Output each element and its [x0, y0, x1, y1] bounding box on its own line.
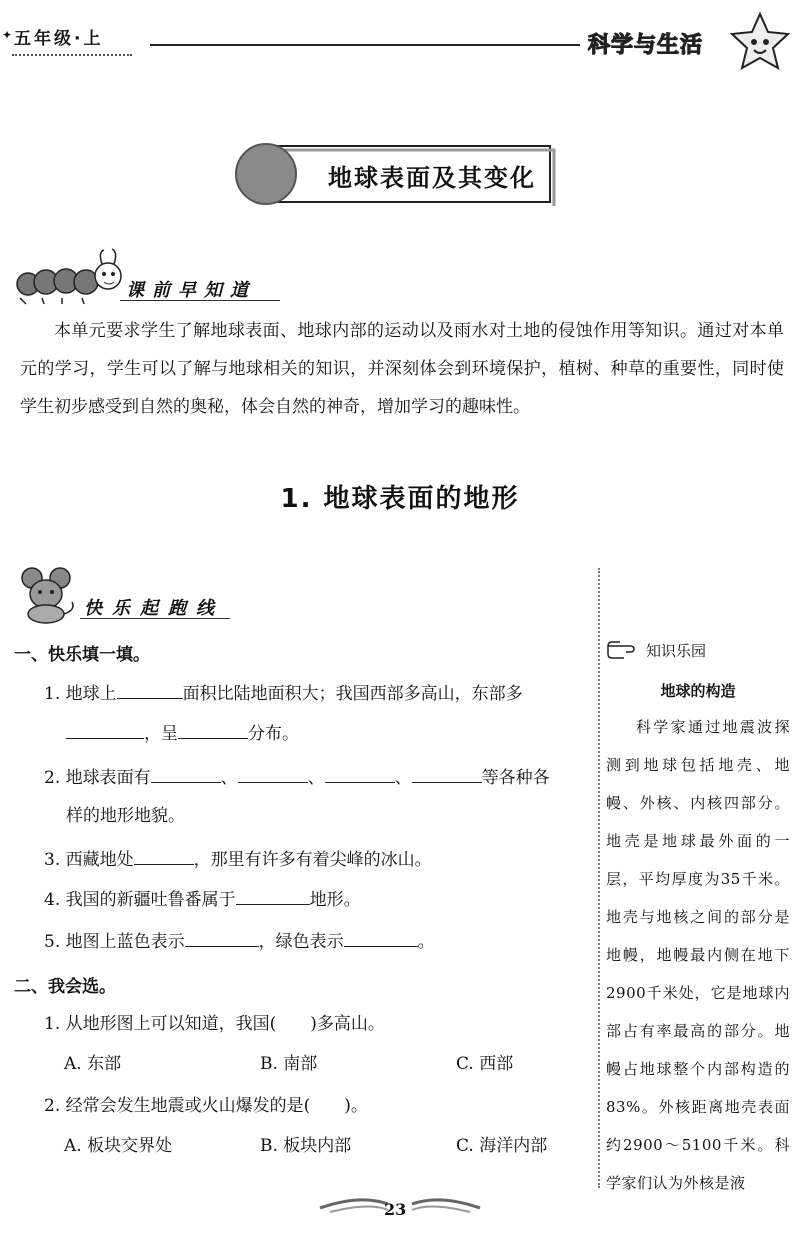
- column-divider: [598, 568, 600, 1188]
- q2-sep-2: 、: [307, 768, 325, 788]
- q4-text-b: 地形。: [309, 890, 361, 910]
- preview-underline: [120, 300, 280, 301]
- sidebar-text: 科学家通过地震波探测到地球包括地壳、地幔、外核、内核四部分。地壳是地球最外面的一层，平均厚度为35千米。地壳与地核之间的部分是地幔，地幔最内侧在地下2900千米处，它是地球内部占有率最高的部分。地幔占地球整个内部构造的83%。外核距离地壳表面约2900～5100千米。科学家们认为外核是液: [606, 718, 790, 1192]
- choice-q1-option-c[interactable]: C. 西部: [456, 1054, 514, 1074]
- q5-text-c: 。: [417, 932, 435, 952]
- sidebar-title: 地球的构造: [660, 682, 736, 700]
- preview-label: 课前早知道: [126, 280, 256, 301]
- q3-text-a: 3. 西藏地处: [44, 850, 134, 870]
- q5-blank-1[interactable]: [185, 930, 259, 947]
- section1-heading: 一、快乐填一填。: [14, 645, 150, 665]
- choice-q2-option-c[interactable]: C. 海洋内部: [456, 1136, 548, 1156]
- q4-text-a: 4. 我国的新疆吐鲁番属于: [44, 890, 236, 910]
- choice-q2-option-b[interactable]: B. 板块内部: [260, 1136, 352, 1156]
- mascot-star-icon: [728, 10, 792, 74]
- q3-blank[interactable]: [134, 848, 194, 865]
- practice-label: 快乐起跑线: [84, 598, 224, 619]
- page-number: 23: [384, 1200, 407, 1219]
- lesson-title: 1. 地球表面的地形: [280, 484, 520, 514]
- q2-text-a: 2. 地球表面有: [44, 768, 151, 788]
- caterpillar-icon: [14, 246, 124, 308]
- practice-underline: [80, 618, 230, 619]
- pointing-hand-icon: [606, 638, 646, 660]
- q2-text-b: 等各种各: [481, 768, 550, 788]
- header-rule: [150, 44, 580, 46]
- choice-q1-option-a[interactable]: A. 东部: [64, 1054, 122, 1074]
- preview-paragraph: 本单元要求学生了解地球表面、地球内部的运动以及雨水对土地的侵蚀作用等知识。通过对本单元的学习，学生可以了解与地球相关的知识，并深刻体会到环境保护，植树、种草的重要性，同时使学生初步感受到自然的奥秘，体会自然的神奇，增加学习的趣味性。: [20, 321, 784, 417]
- q1-text-d: 分布。: [248, 724, 299, 744]
- q3-line: [44, 848, 432, 870]
- q1-text-b: 面积比陆地面积大；我国西部多高山，东部多: [182, 684, 523, 704]
- choice-q2-text: 2. 经常会发生地震或火山爆发的是( )。: [44, 1096, 368, 1116]
- q5-text-b: ，绿色表示: [258, 932, 344, 952]
- q4-blank[interactable]: [236, 888, 310, 905]
- q2-sep-3: 、: [394, 768, 412, 788]
- grade-label: 五年级·上: [14, 29, 104, 49]
- q5-line: [44, 930, 435, 952]
- q2-line2: 样的地形地貌。: [66, 806, 185, 826]
- q2-blank-2[interactable]: [238, 766, 308, 783]
- q3-text-b: ，那里有许多有着尖峰的冰山。: [193, 850, 432, 870]
- q2-line1: [44, 766, 550, 788]
- choice-q1-text: 1. 从地形图上可以知道，我国( )多高山。: [44, 1014, 385, 1034]
- q1-blank-2[interactable]: [66, 722, 144, 739]
- q2-blank-4[interactable]: [412, 766, 482, 783]
- brand-title: 科学与生活: [588, 33, 704, 58]
- q1-line2: [66, 722, 299, 744]
- q1-text-c: ，呈: [144, 724, 178, 744]
- header-dotted-line: [12, 54, 132, 56]
- q1-text-a: 1. 地球上: [44, 684, 117, 704]
- section2-heading: 二、我会选。: [14, 977, 116, 997]
- q4-line: [44, 888, 361, 910]
- header-star-icon: ✦: [2, 28, 13, 42]
- q1-line1: [44, 682, 523, 704]
- sidebar-label: 知识乐园: [646, 642, 707, 660]
- q2-blank-3[interactable]: [325, 766, 395, 783]
- q5-text-a: 5. 地图上蓝色表示: [44, 932, 185, 952]
- q5-blank-2[interactable]: [344, 930, 418, 947]
- q2-sep-1: 、: [220, 768, 238, 788]
- choice-q2-option-a[interactable]: A. 板块交界处: [64, 1136, 173, 1156]
- choice-q1-option-b[interactable]: B. 南部: [260, 1054, 318, 1074]
- q1-blank-3[interactable]: [178, 722, 248, 739]
- unit-title: 地球表面及其变化: [328, 164, 536, 192]
- q2-blank-1[interactable]: [151, 766, 221, 783]
- mouse-icon: [16, 566, 80, 624]
- q1-blank-1[interactable]: [117, 682, 183, 699]
